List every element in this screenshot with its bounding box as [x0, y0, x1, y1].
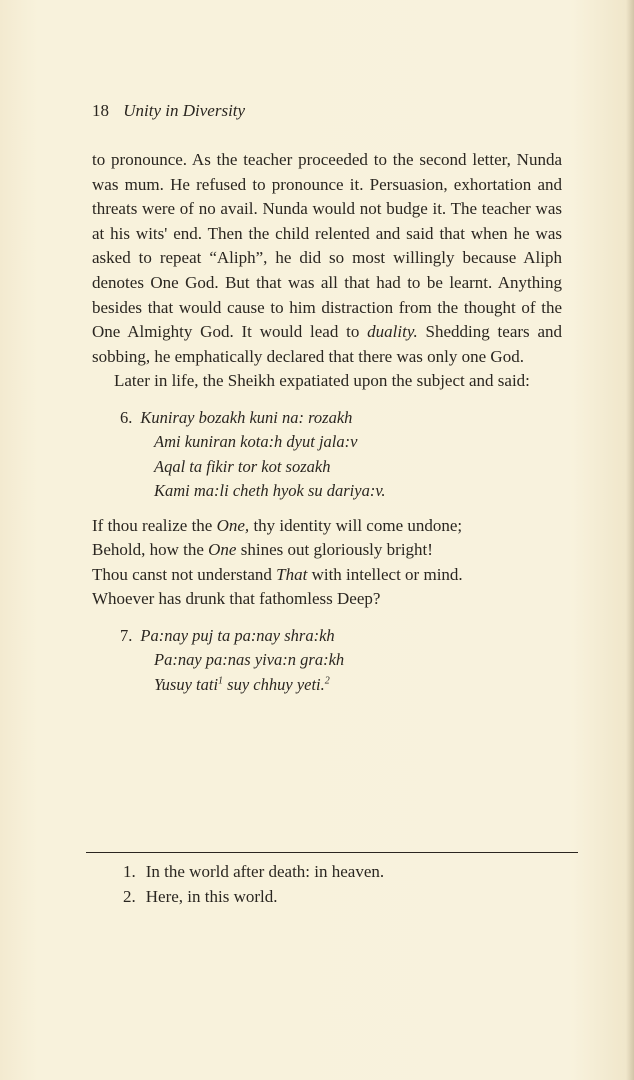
- translation-line-2: [92, 538, 562, 563]
- verse-6-line-2: Ami kuniran kota:h dyut jala:v: [154, 432, 358, 452]
- translation-line-2-b: shines out gloriously bright!: [240, 540, 433, 560]
- verse-6-line-4: Kami ma:li cheth hyok su dariya:v.: [154, 481, 386, 501]
- verse-6-line-3: Aqal ta fikir tor kot sozakh: [154, 456, 331, 476]
- translation-line-4: Whoever has drunk that fathomless Deep?: [92, 589, 381, 609]
- translation-line-3: [92, 563, 562, 588]
- footnote-rule: [86, 852, 578, 853]
- footnote-2-number: 2.: [123, 887, 136, 906]
- verse-7-line-2: Pa:nay pa:nas yiva:n gra:kh: [154, 650, 345, 670]
- translation-line-3-a: Thou canst not understand: [92, 564, 272, 584]
- translation-line-1-a: If thou realize the: [92, 515, 213, 535]
- verse-6: [92, 406, 562, 504]
- main-text: [92, 148, 562, 707]
- footnotes: [123, 859, 384, 909]
- footnote-2-text: Here, in this world.: [145, 887, 278, 906]
- footnote-ref-2: 2: [324, 675, 330, 687]
- verse-7-line-1: [92, 624, 562, 648]
- paragraph-2: Later in life, the Sheikh expatiated upon the subject and said:: [114, 371, 530, 391]
- paragraph-1-text: to pronounce. As the teacher proceeded to the second letter, Nunda was mum. He refused to pronounce it. Persuasion, exhortation and threats were of no avail. Nunda would not budge it. The teacher was at his wits' end. Then the child relented and said that when he was asked to repeat “Aliph”, he did so most willingly because Aliph denotes One God. But that was all that had to be learnt. Anything besides that would cause to him distraction from the thought of the One Almighty God. It would lead to: [92, 150, 562, 342]
- page-edge-shadow: [626, 0, 634, 1080]
- verse-6-line-1: [92, 406, 562, 430]
- paragraph-1: [92, 148, 562, 369]
- verse-7: [92, 624, 562, 697]
- verse-6-line-1-text: Kuniray bozakh kuni na: rozakh: [140, 407, 353, 427]
- translation-line-2-a: Behold, how the: [92, 540, 204, 560]
- page-number: 18: [92, 101, 109, 120]
- footnote-1: [123, 859, 384, 884]
- verse-7-line-3-b: suy chhuy yeti.: [227, 674, 325, 694]
- translation-line-3-b: with intellect or mind.: [311, 564, 463, 584]
- paragraph-1-ending: Shedding tears and sobbing, he emphatically declared that there was only one God.: [92, 322, 562, 366]
- footnote-1-text: In the world after death: in heaven.: [145, 862, 385, 881]
- running-head: [92, 101, 245, 121]
- paragraph-1-emphasis: duality.: [367, 322, 418, 342]
- translation-line-3-em: That: [276, 564, 308, 584]
- verse-7-line-3-a: Yusuy tati: [154, 674, 219, 694]
- footnote-1-number: 1.: [123, 862, 136, 881]
- running-title: Unity in Diversity: [123, 101, 246, 120]
- footnote-ref-1: 1: [218, 675, 224, 687]
- verse-7-line-3: [92, 673, 562, 697]
- translation-line-1-em: One,: [216, 515, 250, 535]
- verse-6-translation: [92, 514, 562, 612]
- verse-7-line-1-text: Pa:nay puj ta pa:nay shra:kh: [140, 625, 335, 645]
- translation-line-1-b: thy identity will come undone;: [253, 515, 463, 535]
- verse-6-number: 6.: [120, 407, 133, 427]
- translation-line-1: [92, 514, 562, 539]
- translation-line-2-em: One: [208, 540, 237, 560]
- footnote-2: [123, 884, 384, 909]
- verse-7-number: 7.: [120, 625, 133, 645]
